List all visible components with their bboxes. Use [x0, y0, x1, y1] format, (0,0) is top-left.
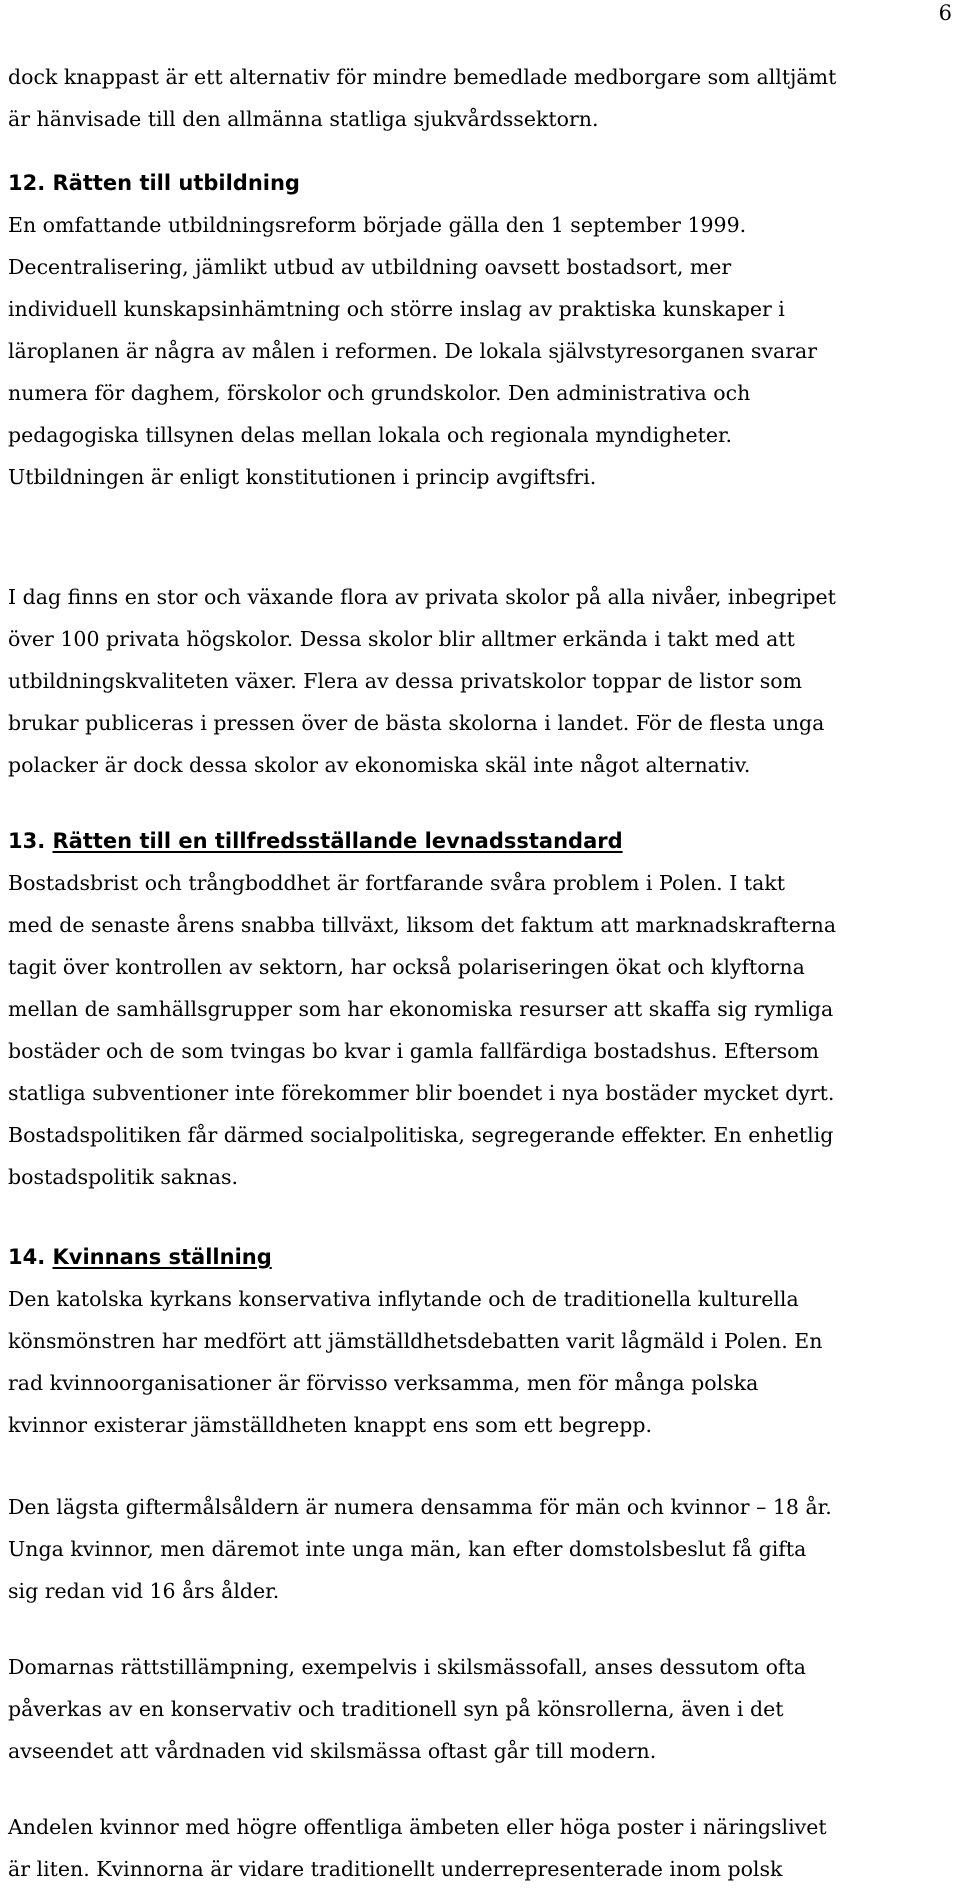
text-line: brukar publiceras i pressen över de bästa skolorna i landet. För de flesta unga — [8, 711, 825, 735]
section-heading — [8, 1236, 953, 1278]
text-line: Decentralisering, jämlikt utbud av utbildning oavsett bostadsort, mer — [8, 255, 732, 279]
text-line: dock knappast är ett alternativ för mindre bemedlade medborgare som alltjämt — [8, 65, 837, 89]
section-14-paragraph-2 — [8, 1486, 953, 1612]
intro-paragraph — [8, 56, 953, 140]
text-line: bostadspolitik saknas. — [8, 1165, 239, 1189]
text-line: Den lägsta giftermålsåldern är numera densamma för män och kvinnor – 18 år. — [8, 1495, 832, 1519]
text-line: Unga kvinnor, men däremot inte unga män, kan efter domstolsbeslut få gifta — [8, 1537, 807, 1561]
text-line: avseendet att vårdnaden vid skilsmässa oftast går till modern. — [8, 1739, 657, 1763]
section-number: 12. — [8, 171, 46, 195]
section-number: 14. — [8, 1245, 46, 1269]
text-line: läroplanen är några av målen i reformen. De lokala självstyresorganen svarar — [8, 339, 818, 363]
text-line: över 100 privata högskolor. Dessa skolor blir alltmer erkända i takt med att — [8, 627, 795, 651]
text-line: med de senaste årens snabba tillväxt, liksom det faktum att marknadskrafterna — [8, 913, 837, 937]
section-14-paragraph-3 — [8, 1646, 953, 1772]
text-line: påverkas av en konservativ och traditionell syn på könsrollerna, även i det — [8, 1697, 784, 1721]
text-line: Domarnas rättstillämpning, exempelvis i skilsmässofall, anses dessutom ofta — [8, 1655, 806, 1679]
text-line: I dag finns en stor och växande flora av privata skolor på alla nivåer, inbegripet — [8, 585, 836, 609]
text-line: rad kvinnoorganisationer är förvisso verksamma, men för många polska — [8, 1371, 759, 1395]
text-line: Andelen kvinnor med högre offentliga ämbeten eller höga poster i näringslivet — [8, 1815, 827, 1839]
section-14 — [8, 1236, 953, 1446]
section-title: Kvinnans ställning — [52, 1245, 272, 1269]
text-line: är liten. Kvinnorna är vidare traditionellt underrepresenterade inom polsk — [8, 1857, 783, 1881]
text-line: polacker är dock dessa skolor av ekonomiska skäl inte något alternativ. — [8, 753, 751, 777]
section-title: Rätten till en tillfredsställande levnadsstandard — [52, 829, 623, 853]
text-line: könsmönstren har medfört att jämställdhetsdebatten varit lågmäld i Polen. En — [8, 1329, 823, 1353]
text-line: pedagogiska tillsynen delas mellan lokala och regionala myndigheter. — [8, 423, 733, 447]
section-12 — [8, 162, 953, 498]
section-14-paragraph-4 — [8, 1806, 953, 1890]
text-line: tagit över kontrollen av sektorn, har också polariseringen ökat och klyftorna — [8, 955, 805, 979]
text-line: Den katolska kyrkans konservativa inflytande och de traditionella kulturella — [8, 1287, 799, 1311]
text-line: individuell kunskapsinhämtning och större inslag av praktiska kunskaper i — [8, 297, 785, 321]
text-line: kvinnor existerar jämställdheten knappt ens som ett begrepp. — [8, 1413, 652, 1437]
text-line: bostäder och de som tvingas bo kvar i gamla fallfärdiga bostadshus. Eftersom — [8, 1039, 819, 1063]
section-heading — [8, 820, 953, 862]
section-13 — [8, 820, 953, 1198]
text-line: Utbildningen är enligt konstitutionen i princip avgiftsfri. — [8, 465, 597, 489]
text-line: En omfattande utbildningsreform började gälla den 1 september 1999. — [8, 213, 747, 237]
section-title: Rätten till utbildning — [52, 171, 300, 195]
text-line: sig redan vid 16 års ålder. — [8, 1579, 280, 1603]
text-line: Bostadspolitiken får därmed socialpolitiska, segregerande effekter. En enhetlig — [8, 1123, 834, 1147]
text-line: utbildningskvaliteten växer. Flera av dessa privatskolor toppar de listor som — [8, 669, 803, 693]
section-12-paragraph-2 — [8, 576, 953, 786]
text-line: Bostadsbrist och trångboddhet är fortfarande svåra problem i Polen. I takt — [8, 871, 785, 895]
section-heading — [8, 162, 953, 204]
text-line: statliga subventioner inte förekommer blir boendet i nya bostäder mycket dyrt. — [8, 1081, 835, 1105]
text-line: är hänvisade till den allmänna statliga sjukvårdssektorn. — [8, 107, 599, 131]
section-number: 13. — [8, 829, 46, 853]
text-line: numera för daghem, förskolor och grundskolor. Den administrativa och — [8, 381, 751, 405]
page-number: 6 — [938, 1, 952, 25]
text-line: mellan de samhällsgrupper som har ekonomiska resurser att skaffa sig rymliga — [8, 997, 834, 1021]
